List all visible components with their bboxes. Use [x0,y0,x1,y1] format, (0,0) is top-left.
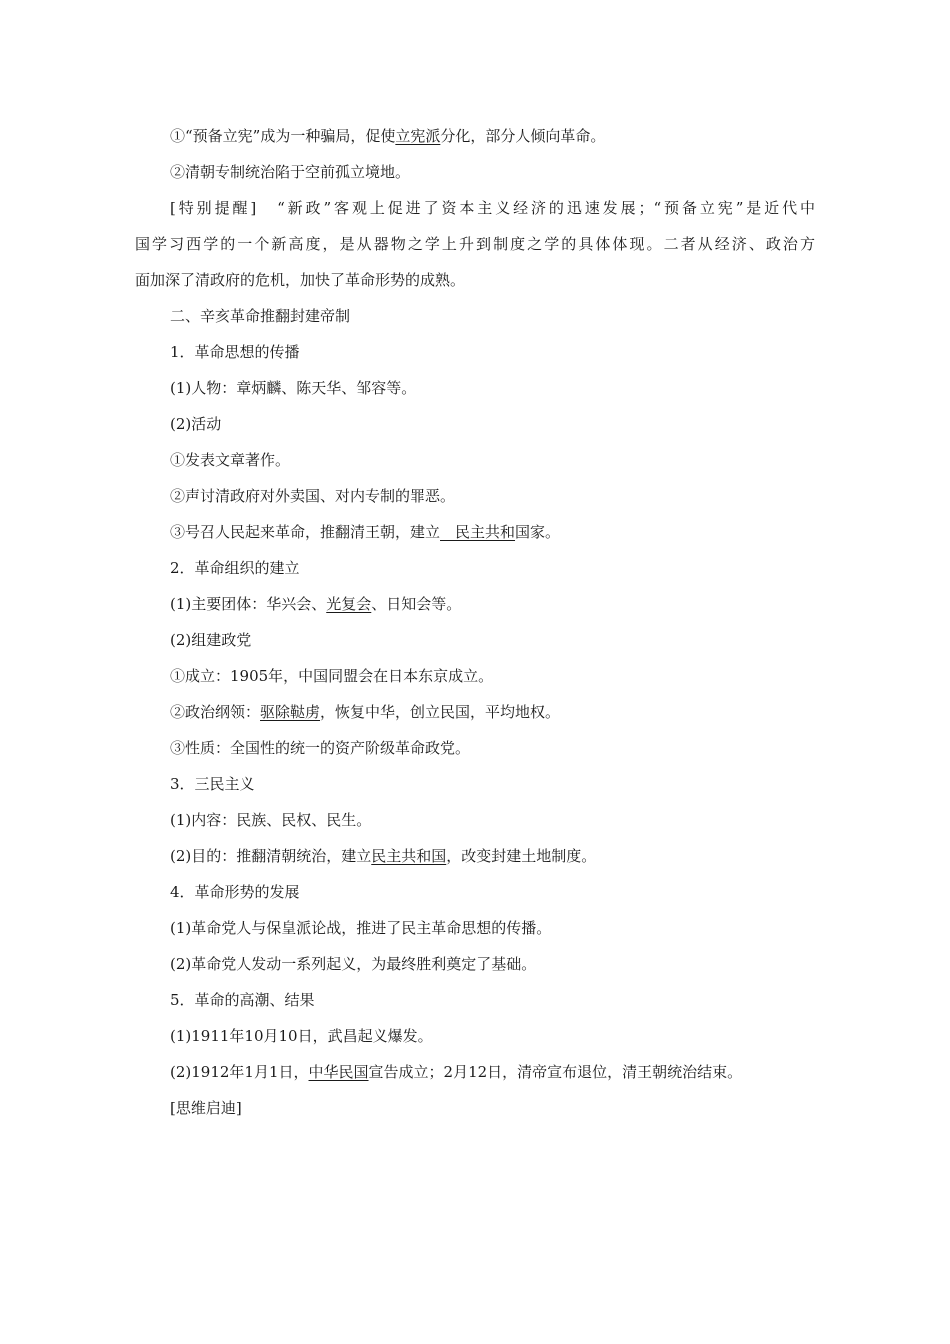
text-line: 国学习西学的一个新高度，是从器物之学上升到制度之学的具体体现。二者从经济、政治方 [135,235,815,253]
underlined-term: 中华民国 [308,1063,369,1081]
text-line: ②声讨清政府对外卖国、对内专制的罪恶。 [170,487,456,505]
text-line: ①“预备立宪”成为一种骗局，促使立宪派分化，部分人倾向革命。 [170,127,606,145]
text-line: (1)主要团体：华兴会、光复会、日知会等。 [170,595,462,613]
underlined-term: 驱除鞑虏 [260,703,321,721]
text-line: ①成立：1905年，中国同盟会在日本东京成立。 [170,667,494,685]
text-line: (1)人物：章炳麟、陈天华、邹容等。 [170,379,417,397]
subsection-heading: 5．革命的高潮、结果 [170,991,315,1009]
subsection-heading: 1．革命思想的传播 [170,343,300,361]
subsection-heading: 2．革命组织的建立 [170,559,300,577]
underlined-term: 立宪派 [395,127,441,145]
text-line: ②政治纲领：驱除鞑虏，恢复中华，创立民国，平均地权。 [170,703,561,721]
text-line: [思维启迪] [170,1099,242,1117]
text-line: (2)活动 [170,415,222,433]
text-line: (2)目的：推翻清朝统治，建立民主共和国，改变封建土地制度。 [170,847,597,865]
text-line: 面加深了清政府的危机，加快了革命形势的成熟。 [135,271,466,289]
text-line: (1)革命党人与保皇派论战，推进了民主革命思想的传播。 [170,919,552,937]
text-line: ③性质：全国性的统一的资产阶级革命政党。 [170,739,471,757]
text-line: (1)内容：民族、民权、民生。 [170,811,372,829]
underlined-term: 光复会 [326,595,372,613]
section-heading: 二、辛亥革命推翻封建帝制 [170,307,351,325]
text-line: (2)组建政党 [170,631,252,649]
subsection-heading: 4．革命形势的发展 [170,883,300,901]
text-line: (1)1911年10月10日，武昌起义爆发。 [170,1027,433,1045]
text-line: ①发表文章著作。 [170,451,291,469]
underlined-term: 民主共和 [440,523,516,541]
text-line: [特别提醒] “新政”客观上促进了资本主义经济的迅速发展；“预备立宪”是近代中 [170,199,815,217]
text-line: ②清朝专制统治陷于空前孤立境地。 [170,163,411,181]
subsection-heading: 3．三民主义 [170,775,255,793]
text-line: ③号召人民起来革命，推翻清王朝，建立 民主共和国家。 [170,523,561,541]
text-line: (2)革命党人发动一系列起义，为最终胜利奠定了基础。 [170,955,537,973]
underlined-term: 民主共和国 [371,847,447,865]
text-line: (2)1912年1月1日，中华民国宣告成立；2月12日，清帝宣布退位，清王朝统治结束。 [170,1063,743,1081]
